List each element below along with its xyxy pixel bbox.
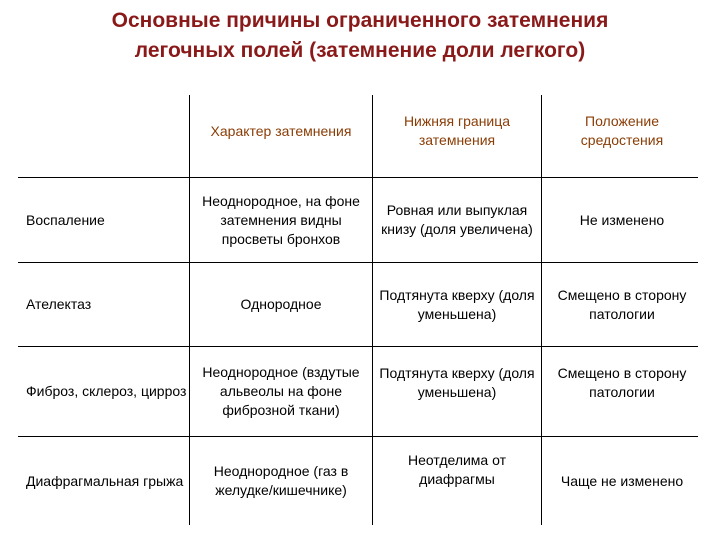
row-2-character: Однородное	[240, 296, 322, 312]
row-1-cause: Воспаление	[26, 211, 105, 228]
title-line-1: Основные причины ограниченного затемнения	[111, 9, 609, 32]
row-2-lower-border: Подтянута кверху (доля уменьшена)	[379, 286, 535, 322]
header-lower-border: Нижняя граница затемнения	[403, 113, 511, 148]
row-1-character: Неоднородное, на фоне затемнения видны просветы бронхов	[202, 192, 360, 247]
row-3-cause: Фиброз, склероз, цирроз	[26, 383, 187, 399]
row-4-cause: Диафрагмальная грыжа	[26, 472, 184, 489]
row-2-mediastinum: Смещено в сторону патологии	[557, 286, 687, 322]
column-divider-3	[541, 95, 542, 525]
row-3-character: Неоднородное (вздутые альвеолы на фоне фиброзной ткани)	[202, 364, 360, 418]
row-3-lower-border: Подтянута кверху (доля уменьшена)	[379, 365, 535, 400]
row-4-character: Неоднородное (газ в желудке/кишечнике)	[213, 463, 349, 498]
row-4-mediastinum: Чаще не изменено	[560, 472, 684, 489]
slide-title	[40, 6, 680, 66]
row-4-lower-border: Неотделима от диафрагмы	[408, 452, 506, 487]
row-1-mediastinum: Не изменено	[579, 211, 665, 228]
title-line-2: легочных полей (затемнение доли легкого)	[134, 39, 586, 62]
header-mediastinum: Положение средостения	[580, 113, 664, 148]
row-1-lower-border: Ровная или выпуклая книзу (доля увеличена)	[381, 202, 533, 237]
row-3-mediastinum: Смещено в сторону патологии	[557, 365, 687, 400]
header-character: Характер затемнения	[210, 122, 352, 139]
row-2-cause: Ателектаз	[26, 296, 92, 312]
